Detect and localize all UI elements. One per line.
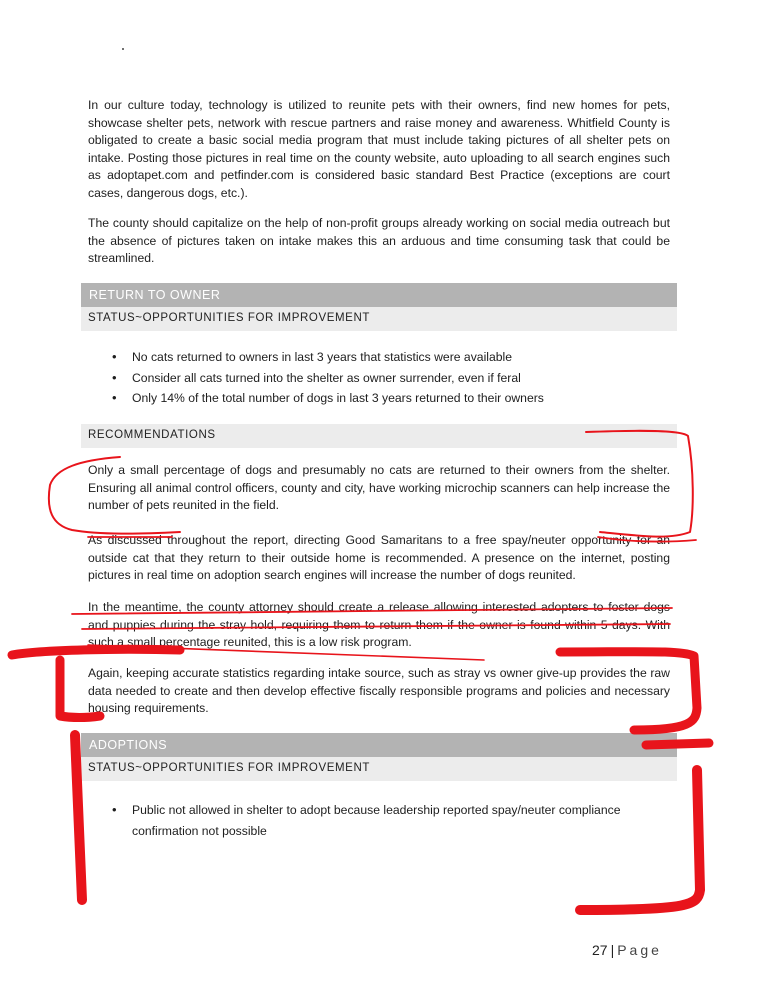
- list-item: • Consider all cats turned into the shelter as owner surrender, even if feral: [112, 368, 672, 389]
- annotation-underline-1: [72, 608, 672, 614]
- annotation-bracket-left: [12, 649, 180, 717]
- recommendation-paragraph-4: Again, keeping accurate statistics regarding intake source, such as stray vs owner give-up provides the raw data needed to create and then develop effective fiscally responsible programs and policies and necessary housing requirements.: [88, 666, 670, 716]
- page-label: Page: [617, 942, 662, 958]
- footer-separator: |: [610, 942, 615, 958]
- recommendation-paragraph-1: Only a small percentage of dogs and presumably no cats are returned to their owners from the shelter. Ensuring all animal control officers, county and city, have working microchip scanners can help increase the number of pets reunited in the field.: [88, 463, 670, 513]
- annotation-circle-recommendation: [49, 431, 693, 537]
- subheading-label: STATUS~OPPORTUNITIES FOR IMPROVEMENT: [88, 762, 370, 774]
- list-item: • Public not allowed in shelter to adopt because leadership reported spay/neuter compliance confirmation not possible: [112, 800, 652, 841]
- recommendation-paragraph-2: As discussed throughout the report, directing Good Samaritans to a free spay/neuter opportunity for an outside cat that they return to their outside home is recommended. A presence on the internet, posting pictures in real time on adoption search engines will increase the number of dogs reunited.: [88, 533, 670, 583]
- intro-paragraph-2: The county should capitalize on the help of non-profit groups already working on social media outreach but the absence of pictures taken on intake makes this an arduous and time consuming task that could be streamlined.: [88, 216, 670, 266]
- subheading-label: RECOMMENDATIONS: [88, 429, 216, 441]
- annotation-underline-2: [82, 624, 670, 629]
- annotation-bracket-top: [646, 743, 709, 745]
- page-number: 27: [592, 942, 608, 958]
- list-item: • No cats returned to owners in last 3 years that statistics were available: [112, 347, 672, 368]
- section-title: RETURN TO OWNER: [89, 288, 221, 302]
- annotation-bracket-left-long: [75, 735, 82, 900]
- list-item: • Only 14% of the total number of dogs in last 3 years returned to their owners: [112, 388, 672, 409]
- intro-paragraph-1: In our culture today, technology is utilized to reunite pets with their owners, find new homes for pets, showcase shelter pets, network with rescue partners and raise money and awareness. Whitfield County is obligated to create a basic social media program that must include taking pictures of all shelter pets on intake. Posting those pictures in real time on the county website, auto uploading to all search engines such as adoptapet.com and petfinder.com is considered basic standard Best Practice (exceptions are court cases, dangerous dogs, etc.).: [88, 98, 670, 200]
- annotation-bracket-right: [560, 652, 697, 730]
- annotation-bracket-right-long: [580, 770, 700, 910]
- annotation-strike-2: [598, 537, 696, 542]
- subheading-label: STATUS~OPPORTUNITIES FOR IMPROVEMENT: [88, 312, 370, 324]
- recommendation-paragraph-3: In the meantime, the county attorney should create a release allowing interested adopters to foster dogs and puppies during the stray hold, requiring them to return them if the owner is found within 5 days. With such a small percentage reunited, this is a low risk program.: [88, 600, 670, 650]
- section-title: ADOPTIONS: [89, 738, 168, 752]
